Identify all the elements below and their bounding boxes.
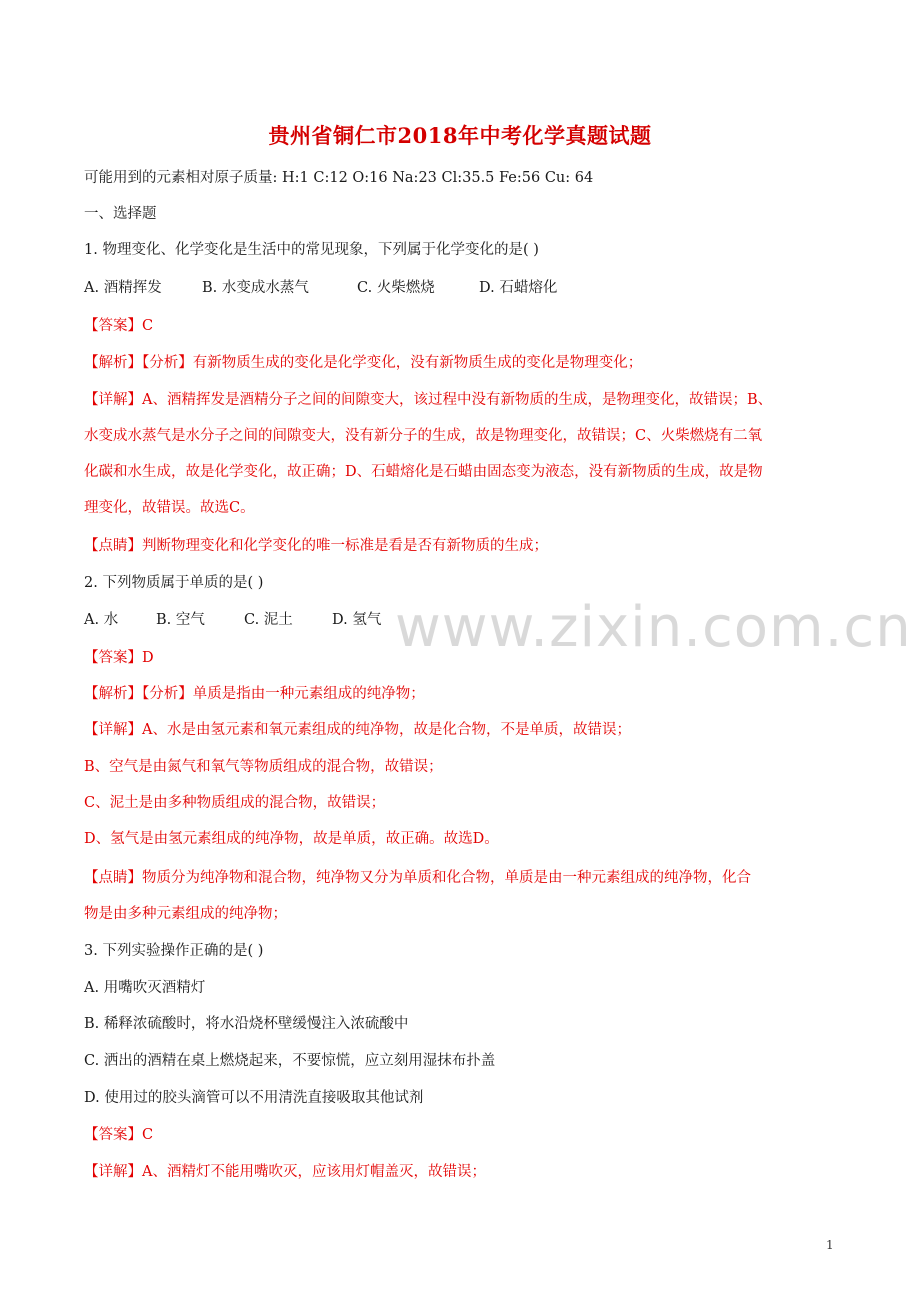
- q1-detail-line: 化碳和水生成，故是化学变化，故正确；D、石蜡熔化是石蜡由固态变为液态，没有新物质的生成，故是物: [84, 464, 763, 480]
- q1-answer: 【答案】C: [84, 318, 154, 334]
- q2-option-c: C. 泥土: [244, 612, 293, 628]
- q1-option-d: D. 石蜡熔化: [479, 280, 558, 296]
- q3-stem: 3. 下列实验操作正确的是( ): [84, 943, 264, 959]
- q2-comment-line: 【点睛】物质分为纯净物和混合物，纯净物又分为单质和化合物，单质是由一种元素组成的纯净物，化合: [84, 870, 751, 886]
- page-title: 贵州省铜仁市2018年中考化学真题试题: [268, 123, 652, 148]
- q1-option-b: B. 水变成水蒸气: [202, 280, 309, 296]
- q2-answer: 【答案】D: [84, 650, 154, 666]
- page-number: 1: [826, 1238, 834, 1252]
- q3-option-c: C. 洒出的酒精在桌上燃烧起来，不要惊慌，应立刻用湿抹布扑盖: [84, 1053, 496, 1069]
- q3-option-b: B. 稀释浓硫酸时，将水沿烧杯壁缓慢注入浓硫酸中: [84, 1016, 409, 1032]
- q2-option-d: D. 氢气: [332, 612, 382, 628]
- q2-detail-line: C、泥土是由多种物质组成的混合物，故错误；: [84, 795, 386, 811]
- q2-option-a: A. 水: [84, 612, 119, 628]
- q3-answer: 【答案】C: [84, 1127, 154, 1143]
- q3-option-a: A. 用嘴吹灭酒精灯: [84, 980, 206, 996]
- q1-option-c: C. 火柴燃烧: [357, 280, 435, 296]
- q2-detail-line: 【详解】A、水是由氢元素和氧元素组成的纯净物，故是化合物，不是单质，故错误；: [84, 722, 631, 738]
- q1-options: [84, 278, 844, 298]
- q1-stem: 1. 物理变化、化学变化是生活中的常见现象，下列属于化学变化的是( ): [84, 242, 539, 258]
- q2-comment-line: 物是由多种元素组成的纯净物；: [84, 906, 287, 922]
- q1-detail-line: 水变成水蒸气是水分子之间的间隙变大，没有新分子的生成，故是物理变化，故错误；C、火柴燃烧有二氧: [84, 428, 763, 444]
- watermark: www.zixin.com.cn: [395, 595, 912, 660]
- section-heading: 一、选择题: [84, 206, 157, 222]
- q1-option-a: A. 酒精挥发: [84, 280, 162, 296]
- q3-option-d: D. 使用过的胶头滴管可以不用清洗直接吸取其他试剂: [84, 1090, 424, 1106]
- q2-detail-line: D、氢气是由氢元素组成的纯净物，故是单质，故正确。故选D。: [84, 831, 499, 847]
- q1-analysis: 【解析】【分析】有新物质生成的变化是化学变化，没有新物质生成的变化是物理变化；: [84, 355, 643, 371]
- q1-comment: 【点睛】判断物理变化和化学变化的唯一标准是看是否有新物质的生成；: [84, 538, 548, 554]
- q2-detail-line: B、空气是由氮气和氧气等物质组成的混合物，故错误；: [84, 759, 443, 775]
- q2-option-b: B. 空气: [156, 612, 205, 628]
- q1-detail-line: 【详解】A、酒精挥发是酒精分子之间的间隙变大，该过程中没有新物质的生成，是物理变化，故错误；B、: [84, 392, 773, 408]
- q2-stem: 2. 下列物质属于单质的是( ): [84, 575, 264, 591]
- q2-analysis: 【解析】【分析】单质是指由一种元素组成的纯净物；: [84, 686, 425, 702]
- q3-detail-line: 【详解】A、酒精灯不能用嘴吹灭，应该用灯帽盖灭，故错误；: [84, 1164, 486, 1180]
- atomic-masses: 可能用到的元素相对原子质量: H:1 C:12 O:16 Na:23 Cl:35.5 Fe:56 Cu: 64: [84, 170, 594, 186]
- q1-detail-line: 理变化，故错误。故选C。: [84, 500, 255, 516]
